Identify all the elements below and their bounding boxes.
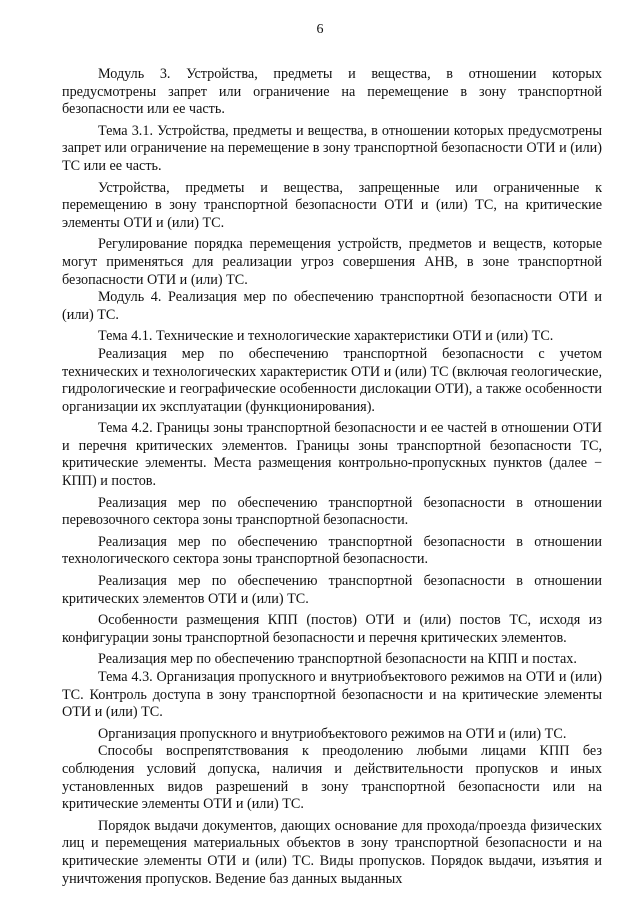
paragraph-topic-4-2: Тема 4.2. Границы зоны транспортной безопасности и ее частей в отношении ОТИ и перечня критических элементов. Границы зоны транспортной безопасности ТС, критические элементы. Места размещения контрольно-пропускных пунктов (далее − КПП) и постов. <box>62 420 602 490</box>
document-body <box>62 66 602 888</box>
paragraph: Реализация мер по обеспечению транспортной безопасности в отношении перевозочного сектора зоны транспортной безопасности. <box>62 494 602 529</box>
paragraph: Реализация мер по обеспечению транспортной безопасности с учетом технических и технологических характеристик ОТИ и (или) ТС (включая геологические, гидрологические и географические особенности дислокации ОТИ), а также особенности организации их эксплуатации (функционирования). <box>62 345 602 415</box>
paragraph-topic-4-1: Тема 4.1. Технические и технологические характеристики ОТИ и (или) ТС. <box>98 328 554 345</box>
paragraph: Порядок выдачи документов, дающих основание для прохода/проезда физических лиц и перемещения материальных объектов в зону транспортной безопасности и на критические элементы ОТИ и (или) ТС. Виды пропусков. Порядок выдачи, изъятия и уничтожения пропусков. Ведение баз данных выданных <box>62 817 602 887</box>
paragraph: Организация пропускного и внутриобъектового режимов на ОТИ и (или) ТС. <box>98 725 567 742</box>
paragraph-module-4: Модуль 4. Реализация мер по обеспечению транспортной безопасности ОТИ и (или) ТС. <box>62 289 602 323</box>
paragraph: Особенности размещения КПП (постов) ОТИ и (или) постов ТС, исходя из конфигурации зоны транспортной безопасности и перечня критических элементов. <box>62 612 602 646</box>
paragraph-topic-4-3: Тема 4.3. Организация пропускного и внутриобъектового режимов на ОТИ и (или) ТС. Контроль доступа в зону транспортной безопасности и на критические элементы ОТИ и (или) ТС. <box>62 669 602 721</box>
paragraph: Реализация мер по обеспечению транспортной безопасности в отношении критических элементов ОТИ и (или) ТС. <box>62 573 602 607</box>
paragraph: Способы воспрепятствования к преодолению любыми лицами КПП без соблюдения условий допуска, наличия и действительности пропусков и иных установленных видов разрешений в зону транспортной безопасности или на критические элементы ОТИ и (или) ТС. <box>62 743 602 813</box>
paragraph: Реализация мер по обеспечению транспортной безопасности на КПП и постах. <box>98 651 577 668</box>
paragraph: Регулирование порядка перемещения устройств, предметов и веществ, которые могут применяться для реализации угроз совершения АНВ, в зоне транспортной безопасности ОТИ и (или) ТС. <box>62 236 602 288</box>
paragraph: Реализация мер по обеспечению транспортной безопасности в отношении технологического сектора зоны транспортной безопасности. <box>62 533 602 568</box>
paragraph-module-3: Модуль 3. Устройства, предметы и вещества, в отношении которых предусмотрены запрет или ограничение на перемещение в зону транспортной безопасности или ее часть. <box>62 66 602 118</box>
page-number: 6 <box>316 22 324 37</box>
paragraph-topic-3-1: Тема 3.1. Устройства, предметы и вещества, в отношении которых предусмотрены запрет или ограничение на перемещение в зону транспортной безопасности ОТИ и (или) ТС или ее часть. <box>62 122 602 174</box>
paragraph: Устройства, предметы и вещества, запрещенные или ограниченные к перемещению в зону транспортной безопасности ОТИ и (или) ТС, на критические элементы ОТИ и (или) ТС. <box>62 179 602 231</box>
